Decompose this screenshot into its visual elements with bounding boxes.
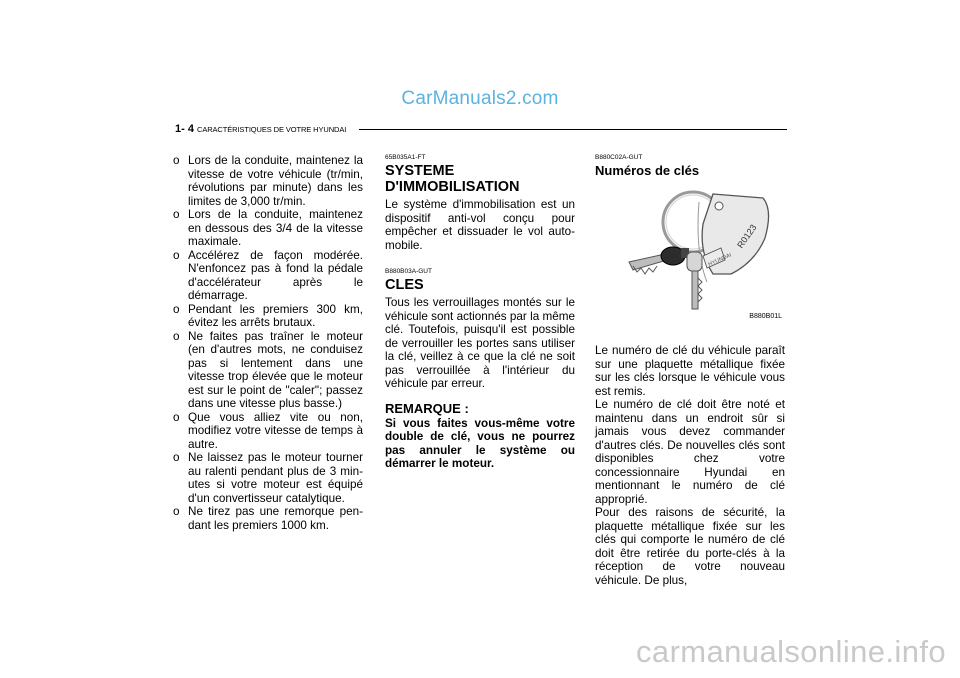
list-item [173, 505, 363, 532]
watermark-top: CarManuals2.com [401, 88, 559, 109]
list-item [173, 249, 363, 303]
spacer [385, 391, 575, 402]
break-in-list [173, 154, 363, 532]
note-title: REMARQUE : [385, 400, 469, 416]
keys-heading: CLES [385, 277, 424, 293]
list-item [173, 451, 363, 505]
paragraph: Pour des raisons de sécurité, la plaquette métallique fixée sur les clés qui comporte le numéro de clé doit être retirée du porte-clés à la réception de votre nouveau véhicule. De plus, [595, 506, 785, 587]
paragraph: Le numéro de clé doit être noté et maintenu dans un endroit sûr si jamais vous devez commander d'autres clés. De nouvelles clés sont disponibles chez votre concessionnaire Hyundai en mentionnant le numéro de clé approprié. [595, 398, 785, 506]
note-body: Si vous faites vous-même votre double de clé, vous ne pourrez pas annuler le système ou démarrer le moteur. [385, 416, 575, 470]
immobilizer-heading: SYSTEME D'IMMOBILISATION [385, 163, 520, 195]
section-code: B880C02A-GUT [595, 154, 643, 161]
list-item-text: Lors de la conduite, maintenez la vitesse de votre véhicule (tr/min, révolutions par minute) dans les limites de 3,000 tr/min. [188, 154, 363, 208]
bullet-mark: o [173, 505, 180, 518]
bullet-mark: o [173, 410, 180, 424]
bullet-mark: o [173, 154, 180, 167]
list-item-text: Ne laissez pas le moteur tourner au ralenti pendant plus de 3 min-utes si votre moteur est équipé d'un convertisseur catalytique. [188, 451, 363, 505]
svg-text:HYUNDAI: HYUNDAI [707, 252, 733, 268]
paragraph: Le numéro de clé du véhicule paraît sur une plaquette métallique fixée sur les clés lorsque le véhicule vous est remis. [595, 344, 785, 398]
bullet-mark: o [173, 248, 180, 262]
list-item-text: Ne faites pas traîner le moteur (en d'autres mots, ne conduisez pas si lentement dans une vitesse trop élevée que le moteur est sur le point de "caler"; passez dans une vitesse plus basse.) [188, 329, 363, 410]
keys-illustration [595, 182, 785, 324]
column-middle [385, 154, 575, 471]
list-item-text: Accélérez de façon modérée. N'enfoncez pas à fond la pédale d'accélérateur après le démarrage. [188, 248, 363, 302]
list-item [173, 154, 363, 208]
bullet-mark: o [173, 451, 180, 464]
section-title: CARACTÉRISTIQUES DE VOTRE HYUNDAI [197, 125, 347, 134]
immobilizer-body: Le système d'immobilisation est un dispositif anti-vol conçu pour empêcher et dissuader le vol auto-mobile. [385, 198, 575, 252]
page-number: 1- 4 [175, 123, 194, 135]
list-item [173, 208, 363, 249]
bullet-mark: o [173, 208, 180, 221]
list-item-text: Pendant les premiers 300 km, évitez les arrêts brutaux. [188, 302, 363, 329]
page-header [175, 123, 787, 137]
list-item [173, 303, 363, 330]
figure-caption: B880B01L [749, 312, 782, 320]
column-right [595, 154, 785, 587]
section-code: 65B035A1-FT [385, 154, 426, 161]
list-item-text: Que vous alliez vite ou non, modifiez votre vitesse de temps à autre. [188, 410, 363, 451]
keys-body: Tous les verrouillages montés sur le véhicule sont actionnés par la même clé. Toutefois, puisqu'il est possible de verrouiller les portes sans utiliser la clé, veillez à ce que la clé ne soit pas verrouillée à l'intérieur du véhicule par erreur. [385, 296, 575, 390]
header-rule [359, 129, 787, 130]
list-item [173, 330, 363, 411]
section-code: B880B03A-GUT [385, 268, 432, 275]
list-item-text: Lors de la conduite, maintenez en dessous des 3/4 de la vitesse maximale. [188, 208, 363, 248]
keys-figure [595, 182, 785, 324]
spacer [385, 252, 575, 268]
key-numbers-heading: Numéros de clés [595, 163, 700, 178]
key-tag-number: R0123 [735, 222, 759, 250]
list-item [173, 411, 363, 452]
bullet-mark: o [173, 329, 180, 343]
watermark-bottom: carmanualsonline.info [636, 634, 946, 669]
bullet-mark: o [173, 302, 180, 316]
column-left [173, 154, 363, 532]
list-item-text: Ne tirez pas une remorque pen-dant les premiers 1000 km. [188, 505, 363, 532]
